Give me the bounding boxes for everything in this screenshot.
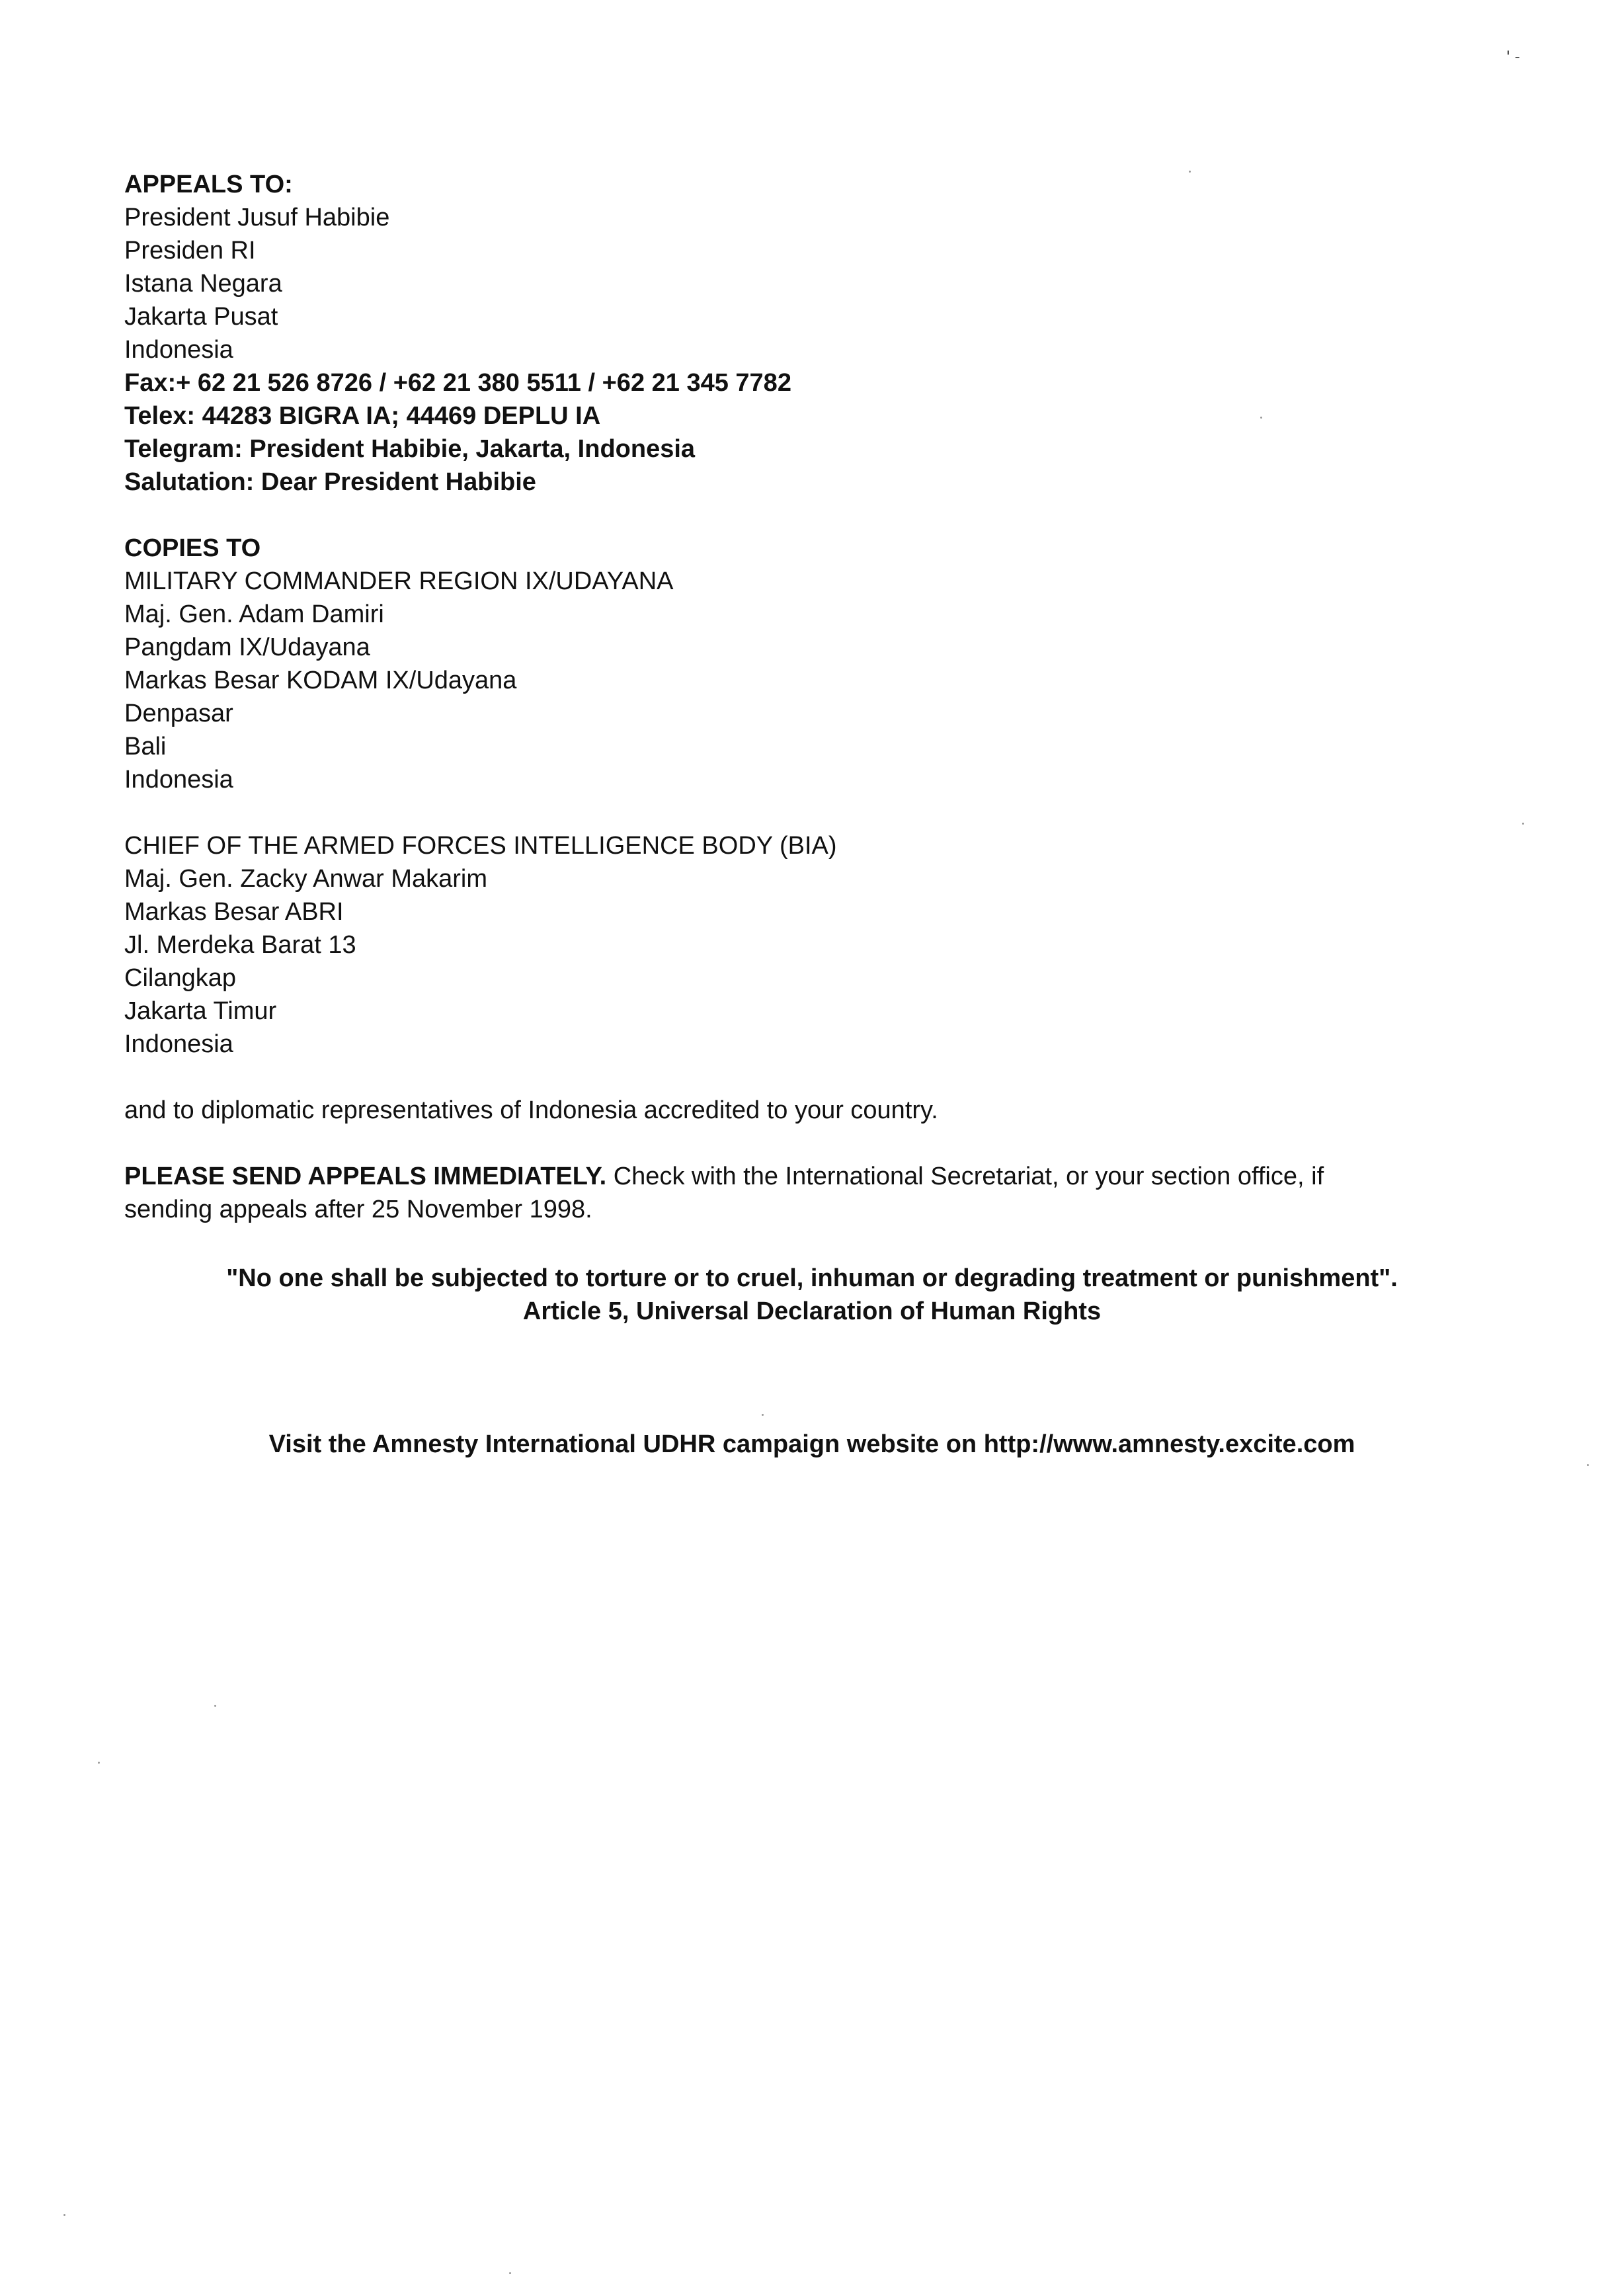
website-text: Visit the Amnesty International UDHR campaign website on http://www.amnesty.excite.com [268, 1430, 1355, 1458]
spacer [124, 1061, 1500, 1094]
urgency-lead: PLEASE SEND APPEALS IMMEDIATELY. [124, 1163, 607, 1190]
address-line: Istana Negara [124, 270, 282, 298]
diplomatic-note: and to diplomatic representatives of Indonesia accredited to your country. [124, 1096, 938, 1124]
address-line: President Jusuf Habibie [124, 204, 390, 231]
recipient-line: Markas Besar KODAM IX/Udayana [124, 667, 517, 694]
scan-speck [214, 1705, 216, 1707]
recipient-line: Jl. Merdeka Barat 13 [124, 931, 356, 959]
address-line: Indonesia [124, 336, 233, 364]
second-recipient-section [124, 829, 1500, 1061]
corner-mark: ' - [1506, 49, 1520, 65]
scan-speck [509, 2272, 511, 2274]
spacer [124, 796, 1500, 829]
recipient-line: Jakarta Timur [124, 997, 277, 1025]
urgency-deadline: sending appeals after 25 November 1998. [124, 1196, 592, 1223]
scan-speck [98, 1762, 100, 1764]
recipient-line: Maj. Gen. Zacky Anwar Makarim [124, 865, 488, 893]
recipient-line: Denpasar [124, 700, 233, 727]
scan-speck [1587, 1464, 1589, 1466]
copies-heading: COPIES TO [124, 534, 261, 562]
recipient-line: Cilangkap [124, 964, 236, 992]
urgency-paragraph [124, 1160, 1500, 1226]
scan-speck [762, 1414, 764, 1416]
telex-line: Telex: 44283 BIGRA IA; 44469 DEPLU IA [124, 402, 601, 430]
scan-speck [1522, 823, 1524, 825]
urgency-text: Check with the International Secretariat, or your section office, if [606, 1163, 1324, 1190]
recipient-line: Pangdam IX/Udayana [124, 634, 370, 661]
spacer [124, 1127, 1500, 1160]
recipient-line: Bali [124, 733, 167, 760]
salutation-line: Salutation: Dear President Habibie [124, 468, 536, 496]
quote-source: Article 5, Universal Declaration of Human Rights [522, 1297, 1102, 1325]
fax-line: Fax:+ 62 21 526 8726 / +62 21 380 5511 / +62 21 345 7782 [124, 369, 791, 397]
appeals-heading: APPEALS TO: [124, 171, 293, 198]
appeals-to-section [124, 168, 1500, 499]
quote-text: "No one shall be subjected to torture or to cruel, inhuman or degrading treatment or punishment". [226, 1264, 1398, 1292]
recipient-line: CHIEF OF THE ARMED FORCES INTELLIGENCE BODY (BIA) [124, 832, 837, 860]
recipient-line: Maj. Gen. Adam Damiri [124, 600, 384, 628]
recipient-line: MILITARY COMMANDER REGION IX/UDAYANA [124, 567, 674, 595]
recipient-line: Indonesia [124, 766, 233, 794]
copies-to-section [124, 532, 1500, 796]
scan-speck [63, 2214, 65, 2216]
recipient-line: Indonesia [124, 1030, 233, 1058]
campaign-website-line [124, 1428, 1500, 1461]
address-line: Jakarta Pusat [124, 303, 278, 331]
spacer [124, 499, 1500, 532]
udhr-quote [124, 1262, 1500, 1328]
telegram-line: Telegram: President Habibie, Jakarta, Indonesia [124, 435, 696, 463]
appeal-content [124, 168, 1500, 1226]
recipient-line: Markas Besar ABRI [124, 898, 344, 926]
address-line: Presiden RI [124, 237, 256, 265]
